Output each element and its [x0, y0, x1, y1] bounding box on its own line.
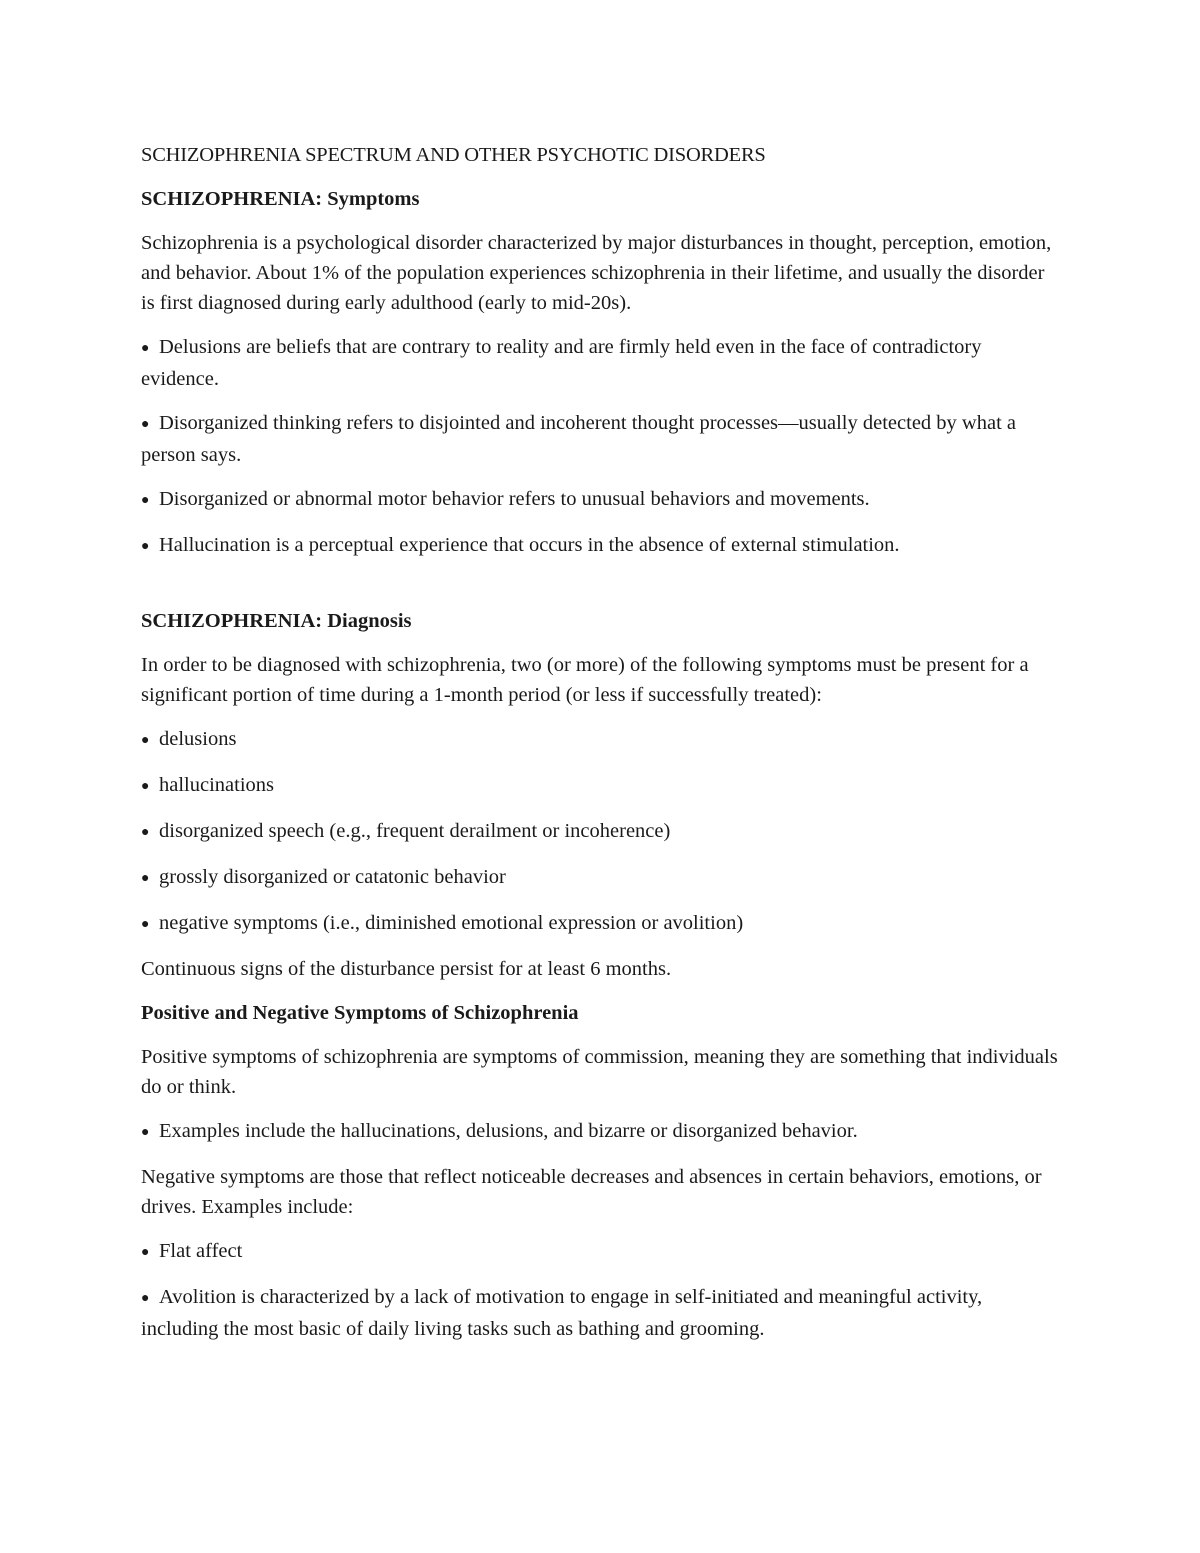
- document-title: SCHIZOPHRENIA SPECTRUM AND OTHER PSYCHOTIC DISORDERS: [141, 144, 766, 166]
- bullet-icon: ●: [141, 1291, 150, 1306]
- list-item: ● disorganized speech (e.g., frequent derailment or incoherence): [141, 816, 1061, 848]
- bullet-icon: ●: [141, 917, 150, 932]
- list-item: ● negative symptoms (i.e., diminished emotional expression or avolition): [141, 908, 1061, 940]
- paragraph-symptoms-intro: Schizophrenia is a psychological disorder characterized by major disturbances in thought, perception, emotion, and behavior. About 1% of the population experiences schizophrenia in their lifetime, and usually the disorder is first diagnosed during early adulthood (early to mid-20s).: [141, 232, 1052, 314]
- bullet-icon: ●: [141, 871, 150, 886]
- bullet-icon: ●: [141, 1245, 150, 1260]
- list-item: ● Disorganized thinking refers to disjointed and incoherent thought processes—usually detected by what a person says.: [141, 412, 1016, 466]
- list-item: ● Delusions are beliefs that are contrary to reality and are firmly held even in the face of contradictory evidence.: [141, 336, 982, 390]
- paragraph-diagnosis-intro: In order to be diagnosed with schizophrenia, two (or more) of the following symptoms must be present for a significant portion of time during a 1-month period (or less if successfully treated):: [141, 654, 1029, 706]
- bullet-icon: ●: [141, 733, 150, 748]
- bullet-icon: ●: [141, 493, 150, 508]
- section-spacer: [141, 576, 1061, 606]
- list-item: ● Examples include the hallucinations, delusions, and bizarre or disorganized behavior.: [141, 1116, 1061, 1148]
- list-item: ● hallucinations: [141, 770, 1061, 802]
- bullet-list-diagnosis: [141, 724, 1061, 940]
- section-heading-diagnosis: SCHIZOPHRENIA: Diagnosis: [141, 610, 412, 632]
- list-item: ● Avolition is characterized by a lack of motivation to engage in self-initiated and meaningful activity, including the most basic of daily living tasks such as bathing and grooming.: [141, 1286, 983, 1340]
- bullet-icon: ●: [141, 417, 150, 432]
- paragraph-positive-intro: Positive symptoms of schizophrenia are symptoms of commission, meaning they are something that individuals do or think.: [141, 1046, 1058, 1098]
- bullet-list-symptoms: [141, 332, 1061, 562]
- list-item: ● grossly disorganized or catatonic behavior: [141, 862, 1061, 894]
- paragraph-diagnosis-closing: Continuous signs of the disturbance persist for at least 6 months.: [141, 958, 672, 980]
- bullet-list-negative: [141, 1236, 1061, 1344]
- bullet-icon: ●: [141, 539, 150, 554]
- bullet-icon: ●: [141, 341, 150, 356]
- list-item: ● Disorganized or abnormal motor behavior refers to unusual behaviors and movements.: [141, 484, 1061, 516]
- list-item: ● delusions: [141, 724, 1061, 756]
- section-heading-symptoms: SCHIZOPHRENIA: Symptoms: [141, 188, 420, 210]
- bullet-icon: ●: [141, 779, 150, 794]
- bullet-icon: ●: [141, 825, 150, 840]
- bullet-list-positive: [141, 1116, 1061, 1148]
- section-heading-positive-negative: Positive and Negative Symptoms of Schizophrenia: [141, 1002, 579, 1024]
- document-body: [141, 140, 1061, 1358]
- list-item: ● Hallucination is a perceptual experience that occurs in the absence of external stimulation.: [141, 530, 1061, 562]
- bullet-icon: ●: [141, 1125, 150, 1140]
- list-item: ● Flat affect: [141, 1236, 1061, 1268]
- paragraph-negative-intro: Negative symptoms are those that reflect noticeable decreases and absences in certain behaviors, emotions, or drives. Examples include:: [141, 1166, 1042, 1218]
